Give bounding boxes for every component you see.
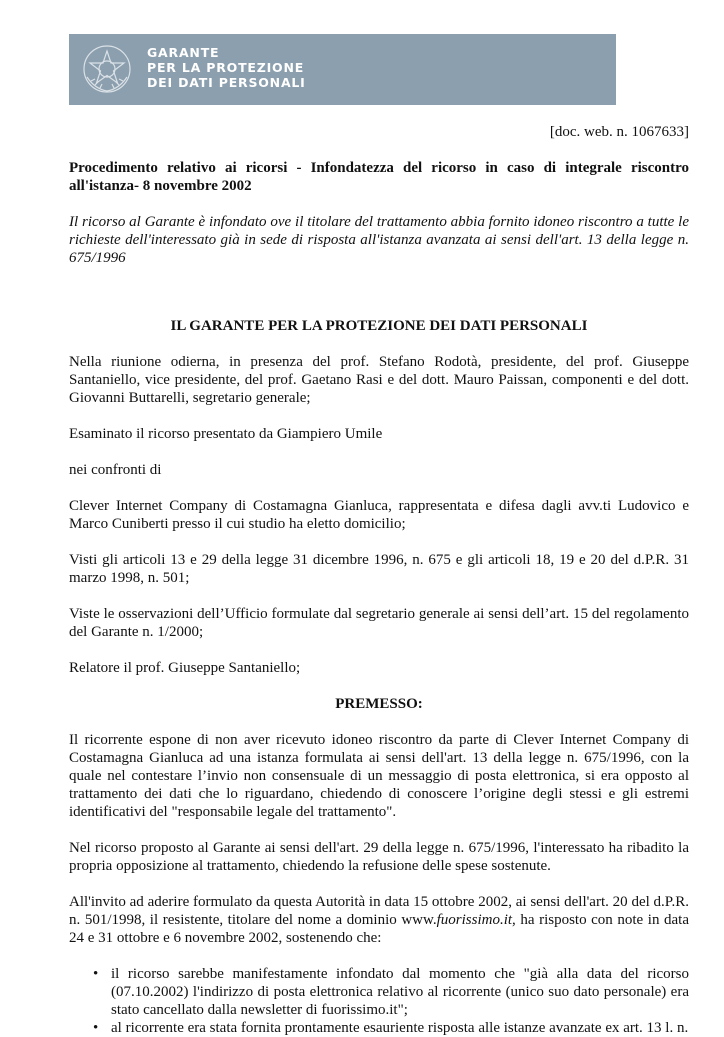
list-item xyxy=(69,1019,689,1037)
claims-list xyxy=(69,965,689,1037)
document-page xyxy=(69,34,689,1037)
list-item xyxy=(69,965,689,1019)
paragraph-against: nei confronti di xyxy=(69,462,162,478)
paragraph-complaint: Il ricorrente espone di non aver ricevuto idoneo riscontro da parte di Clever Internet Company di Costamagna Gianluca ad una istanza formulata ai sensi dell'art. 13 della legge n. 675/1996, con la quale nel contestare l’invio non consensuale di un messaggio di posta elettronica, si era opposto al trattamento dei dati che lo riguardano, chiedendo di conoscere l’origine degli stessi e gli estremi identificativi del "responsabile legale del trattamento". xyxy=(69,732,689,820)
paragraph-meeting: Nella riunione odierna, in presenza del prof. Stefano Rodotà, presidente, del prof. Giuseppe Santaniello, vice presidente, del prof. Gaetano Rasi e del dott. Mauro Paissan, componenti e del dott. Giovanni Buttarelli, segretario generale; xyxy=(69,354,689,406)
banner-line-2: PER LA PROTEZIONE xyxy=(147,60,305,75)
paragraph-appeal: Nel ricorso proposto al Garante ai sensi dell'art. 29 della legge n. 675/1996, l'interessato ha ribadito la propria opposizione al trattamento, chiedendo la refusione delle spese sostenute. xyxy=(69,840,689,874)
authority-heading: IL GARANTE PER LA PROTEZIONE DEI DATI PERSONALI xyxy=(170,318,588,334)
list-item-text: il ricorso sarebbe manifestamente infondato dal momento che "già alla data del ricorso (07.10.2002) l'indirizzo di posta elettronica relativo al ricorrente (unico suo dato personale) era stato cancellato dalla newsletter di fuorissimo.it"; xyxy=(111,966,689,1018)
premesso-heading: PREMESSO: xyxy=(335,696,423,712)
paragraph-relatore: Relatore il prof. Giuseppe Santaniello; xyxy=(69,660,301,676)
bullet-icon: • xyxy=(93,1020,99,1036)
invite-site-name: fuorissimo.it xyxy=(436,912,513,928)
list-item-text: al ricorrente era stata fornita prontamente esauriente risposta alle istanze avanzate ex art. 13 l. n. xyxy=(111,1020,689,1036)
doc-reference: [doc. web. n. 1067633] xyxy=(549,124,689,140)
paragraph-respondent: Clever Internet Company di Costamagna Gianluca, rappresentata e difesa dagli avv.ti Ludovico e Marco Cuniberti presso il cui studio ha eletto domicilio; xyxy=(69,498,689,532)
paragraph-viste: Viste le osservazioni dell’Ufficio formulate dal segretario generale ai sensi dell’art. 15 del regolamento del Garante n. 1/2000; xyxy=(69,606,689,640)
paragraph-examined: Esaminato il ricorso presentato da Giampiero Umile xyxy=(69,426,383,442)
banner-logo-text xyxy=(147,45,306,90)
paragraph-visti: Visti gli articoli 13 e 29 della legge 31 dicembre 1996, n. 675 e gli articoli 18, 19 e 20 del d.P.R. 31 marzo 1998, n. 501; xyxy=(69,552,689,586)
doc-summary: Il ricorso al Garante è infondato ove il titolare del trattamento abbia fornito idoneo riscontro a tutte le richieste dell'interessato già in sede di risposta all'istanza avanzata ai sensi dell'art. 13 della legge n. 675/1996 xyxy=(69,214,689,266)
bullet-icon: • xyxy=(93,966,99,982)
invite-text-after: , ha risposto con note in data 24 e 31 ottobre e 6 novembre 2002, sostenendo che: xyxy=(69,912,689,946)
banner-line-1: GARANTE xyxy=(147,45,220,60)
header-banner xyxy=(69,34,616,105)
doc-title: Procedimento relativo ai ricorsi - Infondatezza del ricorso in caso di integrale riscontro all'istanza- 8 novembre 2002 xyxy=(69,160,689,194)
paragraph-invite xyxy=(69,893,689,947)
republic-emblem-icon xyxy=(81,43,133,95)
invite-text-before: All'invito ad aderire formulato da questa Autorità in data 15 ottobre 2002, ai sensi dell'art. 20 del d.P.R. n. 501/1998, il resistente, titolare del nome a dominio www. xyxy=(69,894,689,928)
banner-line-3: DEI DATI PERSONALI xyxy=(147,75,306,90)
